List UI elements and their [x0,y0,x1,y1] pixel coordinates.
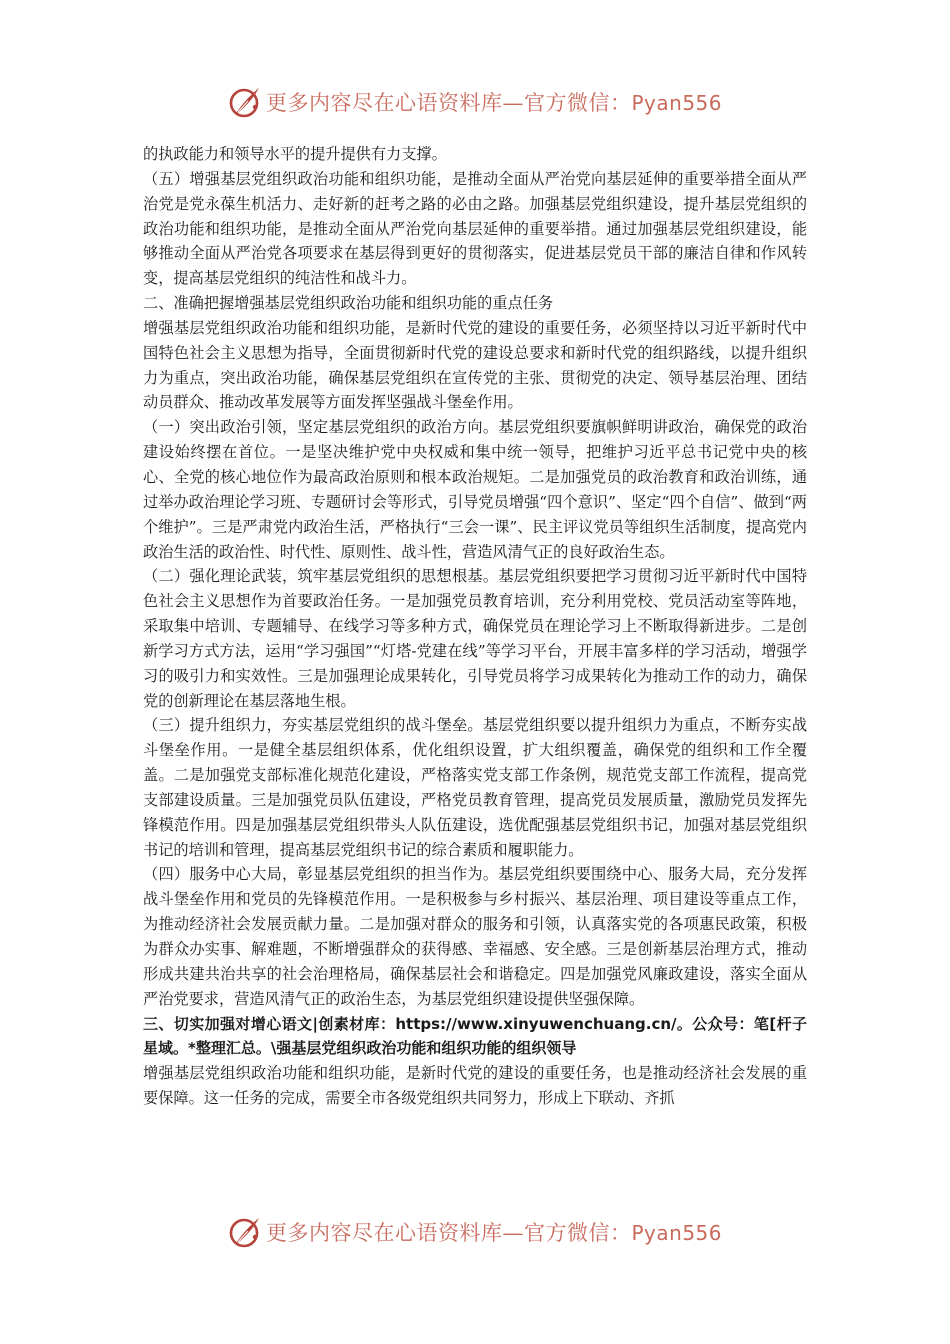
paragraph: 增强基层党组织政治功能和组织功能，是新时代党的建设的重要任务，也是推动经济社会发展的重要保障。这一任务的完成，需要全市各级党组织共同努力，形成上下联动、齐抓 [143,1064,807,1108]
paragraph: 增强基层党组织政治功能和组织功能，是新时代党的建设的重要任务，必须坚持以习近平新时代中国特色社会主义思想为指导，全面贯彻新时代党的建设总要求和新时代党的组织路线，以提升组织力为重点，突出政治功能，确保基层党组织在宣传党的主张、贯彻党的决定、领导基层治理、团结动员群众、推动改革发展等方面发挥坚强战斗堡垒作用。 [143,318,807,412]
paragraph: （二）强化理论武装，筑牢基层党组织的思想根基。基层党组织要把学习贯彻习近平新时代中国特色社会主义思想作为首要政治任务。一是加强党员教育培训，充分利用党校、党员活动室等阵地，采取集中培训、专题辅导、在线学习等多种方式，确保党员在理论学习上不断取得新进步。二是创新学习方式方法，运用“学习强国”“灯塔-党建在线”等学习平台，开展丰富多样的学习活动，增强学习的吸引力和实效性。三是加强理论成果转化，引导党员将学习成果转化为推动工作的动力，确保党的创新理论在基层落地生根。 [143,567,807,710]
banner-wechat-id: Pyan556 [631,1221,723,1245]
paragraph: （五）增强基层党组织政治功能和组织功能，是推动全面从严治党向基层延伸的重要举措全面从严治党是党永葆生机活力、走好新的赶考之路的必由之路。加强基层党组织建设，提升基层党组织的政治功能和组织功能，是推动全面从严治党向基层延伸的重要举措。通过加强基层党组织建设，能够推动全面从严治党各项要求在基层得到更好的贯彻落实，促进基层党员干部的廉洁自律和作风转变，提高基层党组织的纯洁性和战斗力。 [143,169,807,288]
banner-text-cn: 更多内容尽在心语资料库—官方微信： [266,91,632,115]
paragraph: 的执政能力和领导水平的提升提供有力支撑。 [143,145,447,163]
watermark-banner-top [228,82,728,122]
banner-text [266,87,722,117]
section-heading: 二、准确把握增强基层党组织政治功能和组织功能的重点任务 [143,294,554,313]
banner-text-cn: 更多内容尽在心语资料库—官方微信： [266,1221,632,1245]
section-heading: 三、切实加强对增心语文|创素材库：https://www.xinyuwenchuang.cn/。公众号：笔[杆子星域。*整理汇总。\强基层党组织政治功能和组织功能的组织领导 [143,1014,807,1058]
watermark-banner-bottom [228,1212,728,1252]
paragraph: （三）提升组织力，夯实基层党组织的战斗堡垒。基层党组织要以提升组织力为重点，不断夯实战斗堡垒作用。一是健全基层组织体系，优化组织设置，扩大组织覆盖，确保党的组织和工作全覆盖。二是加强党支部标准化规范化建设，严格落实党支部工作条例，规范党支部工作流程，提高党支部建设质量。三是加强党员队伍建设，严格党员教育管理，提高党员发展质量，激励党员发挥先锋模范作用。四是加强基层党组织带头人队伍建设，选优配强基层党组织书记，加强对基层党组织书记的培训和管理，提高基层党组织书记的综合素质和履职能力。 [143,716,807,859]
feather-pen-logo-icon [228,1215,262,1249]
document-body [143,142,807,1111]
paragraph: （一）突出政治引领，坚定基层党组织的政治方向。基层党组织要旗帜鲜明讲政治，确保党的政治建设始终摆在首位。一是坚决维护党中央权威和集中统一领导，把维护习近平总书记党中央的核心、全党的核心地位作为最高政治原则和根本政治规矩。二是加强党员的政治教育和政治训练，通过举办政治理论学习班、专题研讨会等形式，引导党员增强“四个意识”、坚定“四个自信”、做到“两个维护”。三是严肃党内政治生活，严格执行“三会一课”、民主评议党员等组织生活制度，提高党内政治生活的政治性、时代性、原则性、战斗性，营造风清气正的良好政治生态。 [143,418,807,561]
feather-pen-logo-icon [228,85,262,119]
banner-text [266,1217,722,1247]
paragraph: （四）服务中心大局，彰显基层党组织的担当作为。基层党组织要围绕中心、服务大局，充分发挥战斗堡垒作用和党员的先锋模范作用。一是积极参与乡村振兴、基层治理、项目建设等重点工作，为推动经济社会发展贡献力量。二是加强对群众的服务和引领，认真落实党的各项惠民政策，积极为群众办实事、解难题，不断增强群众的获得感、幸福感、安全感。三是创新基层治理方式，推动形成共建共治共享的社会治理格局，确保基层社会和谐稳定。四是加强党风廉政建设，落实全面从严治党要求，营造风清气正的政治生态，为基层党组织建设提供坚强保障。 [143,865,807,1008]
banner-wechat-id: Pyan556 [631,91,723,115]
